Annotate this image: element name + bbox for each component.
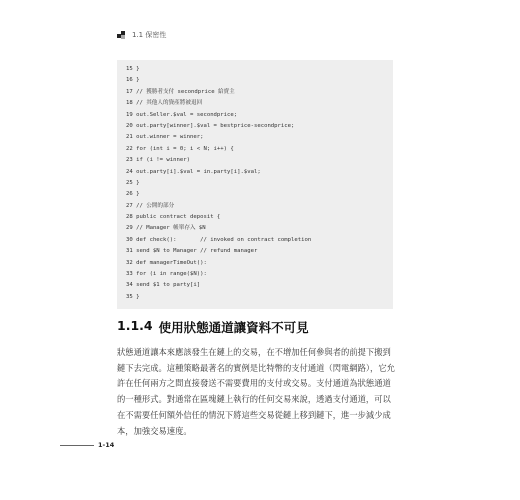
running-header (117, 30, 166, 40)
code-listing (117, 60, 393, 309)
code-line: 31 send $N to Manager // refund manager (126, 248, 258, 255)
header-section-label: 1.1 保密性 (132, 31, 167, 39)
code-line: 21 out.winner = winner; (126, 134, 204, 141)
code-line: 18 // 其他人的資產將被退回 (126, 100, 203, 107)
code-line: 16 } (126, 77, 140, 84)
code-line: 27 // 公開的部分 (126, 202, 175, 209)
code-line: 35 } (126, 293, 140, 300)
code-line: 24 out.party[i].$val = in.party[i].$val; (126, 168, 261, 175)
page-footer (60, 441, 114, 449)
code-line: 28 public contract deposit { (126, 214, 221, 221)
section-heading (117, 318, 309, 336)
section-title: 使用狀態通道讓資料不可見 (158, 320, 309, 335)
section-marker-icon (117, 31, 126, 40)
code-line: 25 } (126, 179, 140, 186)
code-line: 15 } (126, 66, 140, 72)
section-number: 1.1.4 (117, 318, 153, 333)
code-line: 23 if (i != winner) (126, 157, 190, 164)
code-line: 33 for (i in range($N)): (126, 271, 207, 278)
code-line: 19 out.Seller.$val = secondprice; (126, 111, 238, 118)
body-paragraph: 狀態通道讓本來應該發生在鏈上的交易，在不增加任何參與者的前提下搬到鏈下去完成。這種策略最著名的實例是比特幣的支付通道（閃電網路），它允許在任何兩方之間直接發送不需要費用的支付或交易。支付通道為狀態通道的一種形式。對通常在區塊鏈上執行的任何交易來說，透過支付通道，可以在不需要任何額外信任的情況下將這些交易從鏈上移到鏈下，進一步減少成本，加強交易速度。 (117, 347, 395, 436)
code-line: 17 // 獲勝者支付 secondprice 給賣主 (126, 88, 235, 95)
body-text (117, 345, 395, 439)
code-line: 22 for (int i = 0; i < N; i++) { (126, 145, 234, 152)
code-line: 20 out.party[winner].$val = bestprice-secondprice; (126, 122, 295, 129)
code-line: 30 def check(): // invoked on contract completion (126, 236, 312, 243)
page-number: 1-14 (98, 441, 115, 449)
code-line: 34 send $1 to party[i] (126, 282, 201, 289)
code-line: 29 // Manager 帳單存入 $N (126, 225, 206, 232)
code-line: 26 } (126, 191, 140, 198)
footer-rule (60, 445, 94, 446)
code-line: 32 def managerTimeOut(): (126, 259, 207, 266)
